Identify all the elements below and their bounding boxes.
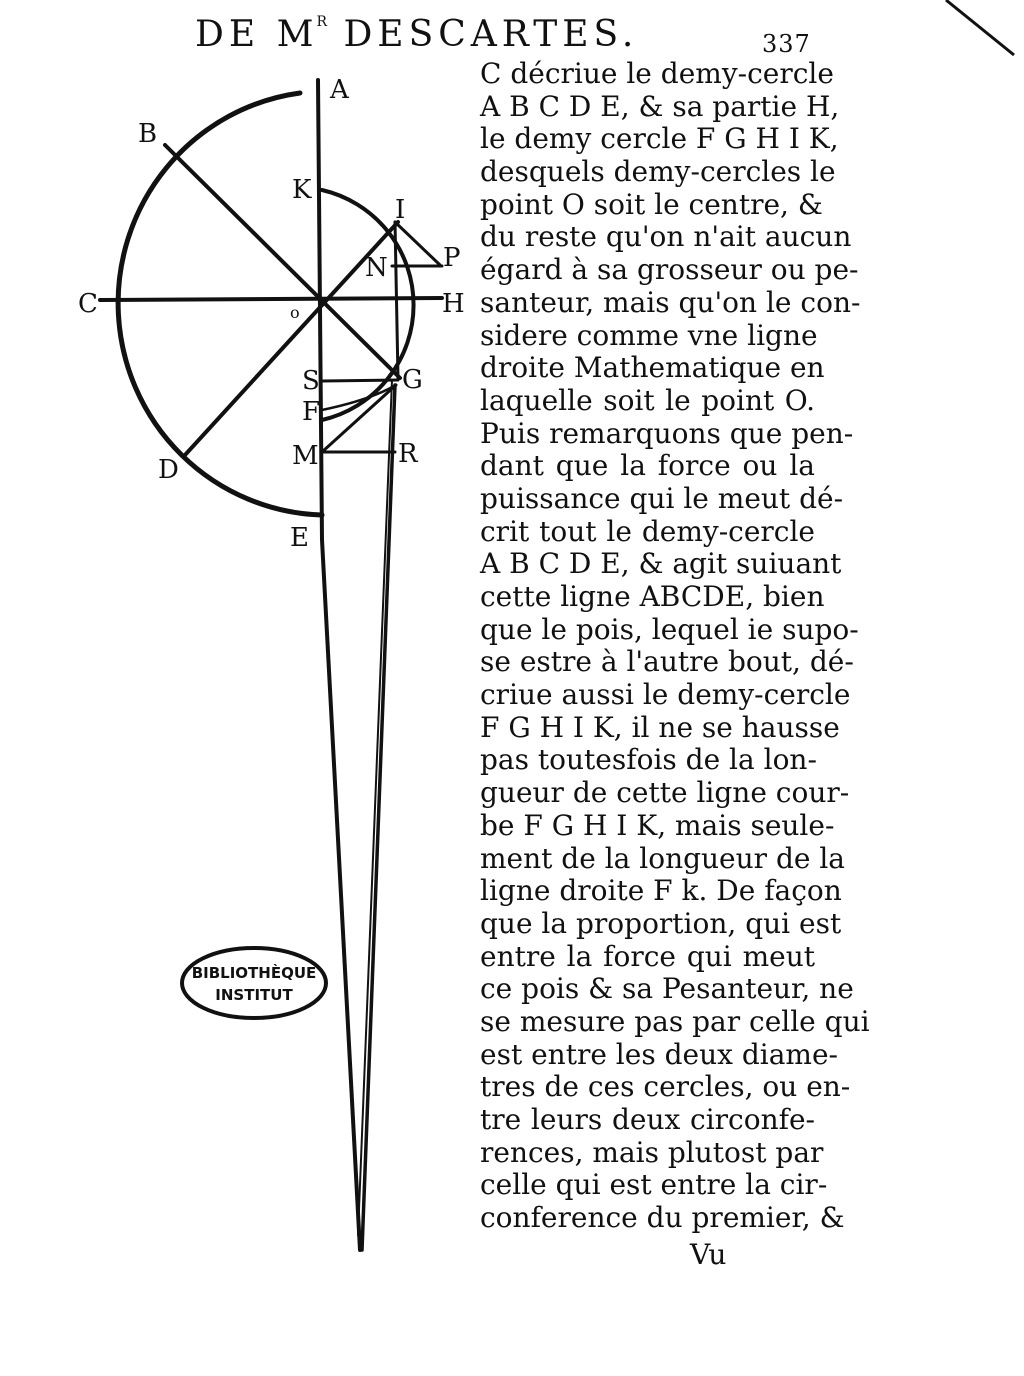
label-B: B [138, 119, 158, 149]
stamp-line-1: BIBLIOTHÈQUE [191, 964, 317, 982]
running-head-text: DE M [195, 14, 319, 55]
body-line: du reste qu'on n'ait aucun [480, 220, 852, 254]
label-C: C [78, 289, 98, 319]
body-line: rences, mais plutost par [480, 1135, 824, 1169]
body-line: gueur de cette ligne cour- [480, 776, 850, 810]
body-line: sidere comme vne ligne [480, 318, 818, 352]
body-line: se estre à l'autre bout, dé- [480, 645, 854, 679]
diameter-CH [100, 298, 442, 300]
body-line: que la proportion, qui est [480, 906, 842, 940]
label-H: H [442, 289, 465, 319]
needle-line [362, 385, 395, 1250]
label-E: E [290, 523, 309, 553]
axis-line-AE [318, 80, 360, 1250]
body-line: A B C D E, & sa partie H, [480, 89, 840, 123]
body-line: desquels demy-cercles le [480, 155, 836, 189]
body-line: puissance qui le meut dé- [480, 481, 844, 515]
body-line: crit tout le demy-cercle [480, 514, 815, 548]
label-o: o [290, 303, 300, 322]
body-line: cette ligne ABCDE, bien [480, 580, 825, 613]
body-text [480, 57, 870, 1235]
library-stamp [178, 944, 330, 1022]
body-line: point O soit le centre, & [480, 187, 823, 221]
body-line: se mesure pas par celle qui [480, 1004, 870, 1038]
body-line: ligne droite F k. De façon [480, 874, 842, 908]
body-line: ce pois & sa Pesanteur, ne [480, 972, 854, 1006]
body-line: C décriue le demy-cercle [480, 57, 834, 90]
body-line: celle qui est entre la cir- [480, 1168, 828, 1202]
body-line: Puis remarquons que pen- [480, 416, 854, 450]
body-line: égard à sa grosseur ou pe- [480, 253, 859, 287]
label-I: I [395, 195, 406, 225]
label-S: S [302, 366, 320, 396]
body-line: est entre les deux diame- [480, 1037, 838, 1071]
catchword: Vu [690, 1238, 727, 1271]
page-number: 337 [762, 30, 811, 58]
label-P: P [443, 243, 461, 273]
body-line: dant que la force ou la [480, 449, 815, 483]
body-line: tres de ces cercles, ou en- [480, 1070, 851, 1104]
label-N: N [365, 253, 388, 283]
body-line: F G H I K, il ne se hausse [480, 710, 840, 744]
stamp-line-2: INSTITUT [215, 986, 293, 1004]
label-M: M [292, 441, 319, 471]
label-A: A [330, 75, 349, 105]
label-R: R [398, 439, 418, 469]
label-D: D [158, 455, 179, 485]
body-line: A B C D E, & agit suiuant [480, 547, 842, 581]
body-line: criue aussi le demy-cercle [480, 678, 851, 712]
label-F: F [302, 397, 321, 427]
body-line: entre la force qui meut [480, 939, 815, 973]
body-line: conference du premier, & [480, 1201, 845, 1235]
segment-SG [322, 380, 398, 381]
body-line: pas toutesfois de la lon- [480, 743, 817, 777]
body-line: droite Mathematique en [480, 351, 825, 385]
running-head-author: DESCARTES. [327, 14, 639, 55]
corner-edge-mark [944, 0, 1024, 60]
body-line: santeur, mais qu'on le con- [480, 285, 861, 319]
running-head-superscript: R [316, 14, 327, 30]
body-line: le demy cercle F G H I K, [480, 122, 839, 156]
body-line: ment de la longueur de la [480, 841, 845, 875]
body-line: que le pois, lequel ie supo- [480, 612, 859, 646]
label-G: G [402, 365, 423, 395]
body-line: be F G H I K, mais seule- [480, 808, 835, 842]
needle-inner [358, 380, 392, 1235]
chord-IP [395, 222, 440, 265]
label-K: K [292, 175, 312, 205]
body-line: laquelle soit le point O. [480, 383, 815, 417]
body-line: tre leurs deux circonfe- [480, 1103, 815, 1136]
